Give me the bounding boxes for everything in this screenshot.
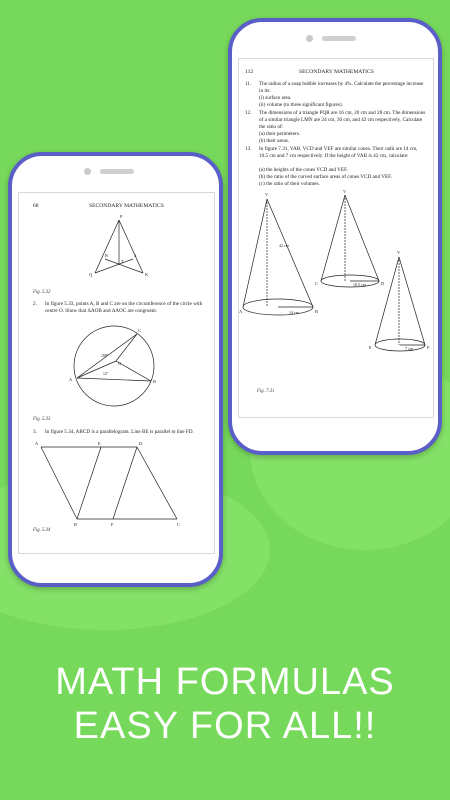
fig2-angle-2: 12° — [103, 372, 109, 376]
figure-7-31-cones — [239, 187, 433, 387]
cone2-label-c: C — [315, 281, 319, 286]
right-phone-screen — [238, 58, 434, 418]
cone1-height-label: 42 cm — [279, 243, 289, 248]
fig3-label-d: D — [139, 441, 143, 446]
left-page-header: SECONDARY MATHEMATICS — [89, 203, 164, 209]
fig2-label-c: C — [138, 328, 142, 333]
right-phone-speaker — [322, 36, 356, 41]
left-phone-speaker — [100, 169, 134, 174]
headline-line-1: MATH FORMULAS — [55, 661, 395, 703]
question-12-text: The dimensions of a triangle PQR are 16 cm, 20 cm and 28 cm. The dimensions of a similar triangle LMN are 24 cm, 30 cm, and 42 cm respectively. Calculate the ratio of: — [259, 110, 426, 130]
figure-5-33 — [19, 321, 214, 416]
fig2-label-o: O — [118, 361, 122, 366]
fig1-label-p: P — [120, 214, 123, 219]
fig-5-32-caption: Fig. 5.32 — [33, 290, 51, 295]
left-page-number: 68 — [33, 203, 39, 209]
question-13-number: 13. — [245, 146, 252, 152]
question-3-text: In figure 5.34, ABCD is a parallelogram. Line BE is parallel to line FD. — [45, 429, 194, 435]
question-11-part-ii: (ii) volume (to three significant figures). — [259, 102, 343, 108]
fig2-angle-1: 108° — [101, 354, 109, 358]
fig3-label-c: C — [177, 522, 181, 527]
question-13-part-c: (c) the ratio of their volumes. — [259, 181, 320, 187]
cone1-label-v: V — [265, 192, 269, 197]
right-page-number: 112 — [245, 69, 254, 75]
question-11-text: The radius of a soap bubble increases by 4%. Calculate the percentage increase in its: — [259, 81, 424, 94]
fig1-label-k: K — [145, 272, 149, 277]
cone1-radius-label: 14 cm — [289, 310, 299, 315]
question-2-text: In figure 5.33, points A, B and C are on the circumference of the circle with centre O. Show that ΔAOB and ΔAOC are congruent. — [45, 301, 203, 314]
cone2-label-v: V — [343, 189, 347, 194]
question-11-part-i: (i) surface area. — [259, 95, 292, 101]
question-12-part-b: (b) their areas. — [259, 138, 290, 144]
question-12-part-a: (a) their perimeters. — [259, 131, 301, 137]
question-2-number: 2. — [33, 301, 37, 307]
right-phone-camera — [306, 35, 313, 42]
left-phone-screen — [18, 192, 215, 554]
fig2-label-a: A — [69, 377, 73, 382]
left-phone-camera — [84, 168, 91, 175]
question-12-number: 12. — [245, 110, 252, 116]
figure-5-34 — [19, 441, 214, 536]
cone2-label-d: D — [381, 281, 385, 286]
fig1-label-q: Q — [89, 272, 93, 277]
question-13-part-a: (a) the heights of the cones VCD and VEF. — [259, 167, 348, 173]
fig3-label-b: B — [74, 522, 78, 527]
cone3-radius-label: 7 cm — [405, 346, 413, 351]
cone2-radius-label: 10.5 cm — [353, 282, 366, 287]
fig-5-34-caption: Fig. 5.34 — [33, 528, 51, 533]
cone3-label-e: E — [369, 345, 372, 350]
right-page-header: SECONDARY MATHEMATICS — [299, 69, 374, 75]
fig1-label-r: R — [105, 253, 109, 258]
cone1-label-b: B — [315, 309, 319, 314]
fig3-label-e: E — [98, 441, 101, 446]
cone3-label-f: F — [427, 345, 430, 350]
question-11-number: 11. — [245, 81, 252, 87]
fig3-label-a: A — [35, 441, 39, 446]
cone1-label-a: A — [239, 309, 243, 314]
question-13-part-b: (b) the ratio of the curved surface areas of cones VCD and VEF. — [259, 174, 392, 180]
right-phone-mockup — [228, 18, 442, 455]
left-phone-mockup — [8, 152, 223, 587]
fig1-label-t: T — [121, 259, 124, 264]
fig3-label-f: F — [111, 522, 114, 527]
headline-line-2: EASY FOR ALL!! — [73, 705, 377, 747]
cone3-label-v: V — [397, 250, 401, 255]
fig-7-31-caption: Fig. 7.31 — [257, 389, 275, 394]
fig2-label-b: B — [153, 379, 157, 384]
question-13-text: In figure 7.31, VAB, VCD and VEF are similar cones. Their radii are 14 cm, 10.5 cm and 7 cm respectively. If the height of VAB is 42 cm, calculate: — [259, 146, 418, 159]
question-3-number: 3. — [33, 429, 37, 435]
fig1-label-s: S — [134, 253, 137, 258]
fig-5-33-caption: Fig. 5.33 — [33, 417, 51, 422]
